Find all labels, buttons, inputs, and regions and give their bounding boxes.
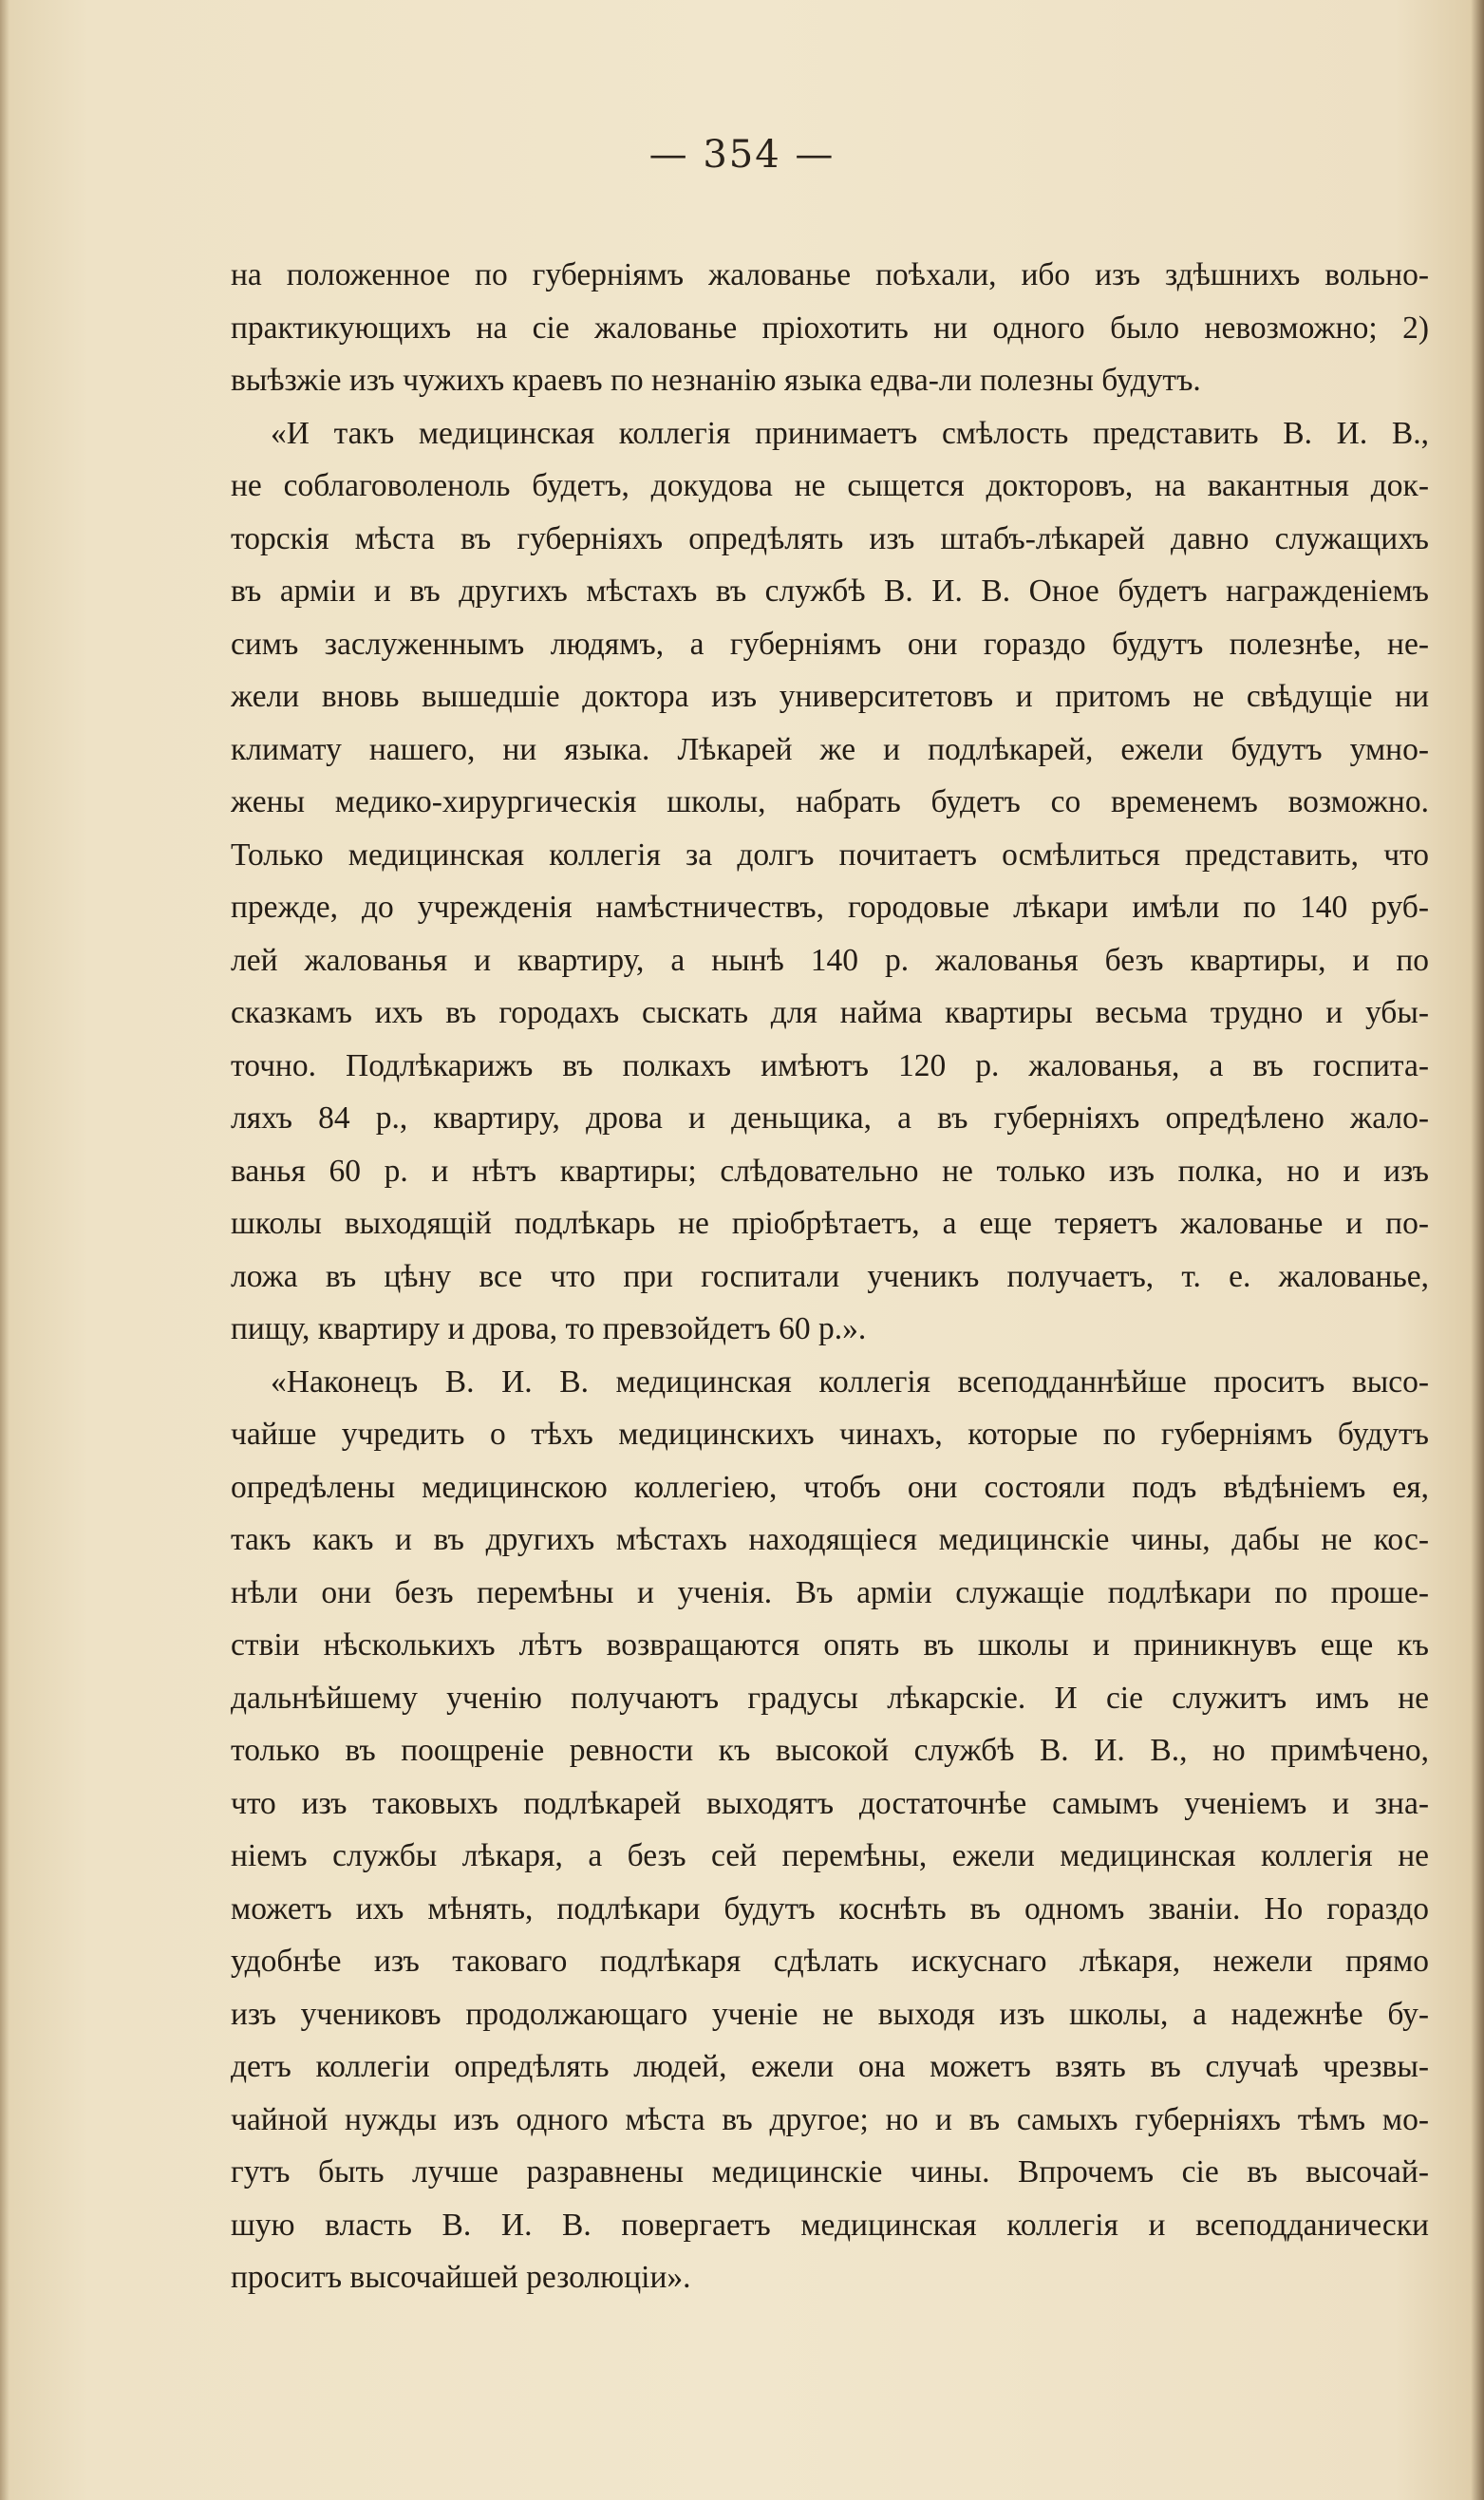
text-line: изъ учениковъ продолжающаго ученіе не выходя изъ школы, а надежнѣе бу- [231,1996,1429,2032]
text-line: дальнѣйшему ученію получаютъ градусы лѣкарскіе. И сіе служитъ имъ не [231,1680,1429,1716]
text-line: жели вновь вышедшіе доктора изъ университетовъ и притомъ не свѣдущіе ни [231,679,1429,714]
text-line: торскія мѣста въ губерніяхъ опредѣлять изъ штабъ-лѣкарей давно служащихъ [231,520,1429,556]
text-line: детъ коллегіи опредѣлять людей, ежели она можетъ взять въ случаѣ чрезвы- [231,2049,1429,2084]
text-line: жены медико-хирургическія школы, набрать будетъ со временемъ возможно. [231,784,1429,819]
body-text [231,249,1429,2304]
text-line: выѣзжіе изъ чужихъ краевъ по незнанію языка едва-ли полезны будутъ. [231,363,1201,398]
text-line: можетъ ихъ мѣнять, подлѣкари будутъ коснѣть въ одномъ званіи. Но гораздо [231,1890,1429,1927]
text-line: «Наконецъ В. И. В. медицинская коллегія всеподданнѣйше проситъ высо- [271,1363,1429,1400]
text-line: климату нашего, ни языка. Лѣкарей же и подлѣкарей, ежели будутъ умно- [231,731,1429,767]
text-line: сказкамъ ихъ въ городахъ сыскать для найма квартиры весьма трудно и убы- [231,995,1429,1030]
page-number: — 354 — [648,133,836,177]
text-line: ніемъ службы лѣкаря, а безъ сей перемѣны, ежели медицинская коллегія не [231,1838,1429,1873]
text-line: ложа въ цѣну все что при госпитали ученикъ получаетъ, т. е. жалованье, [231,1258,1429,1294]
text-line: опредѣлены медицинскою коллегіею, чтобъ они состояли подъ вѣдѣніемъ ея, [231,1469,1429,1505]
text-line: практикующихъ на сіе жалованье пріохотить ни одного было невозможно; 2) [231,310,1429,346]
text-line: проситъ высочайшей резолюціи». [231,2260,691,2295]
text-line: ванья 60 р. и нѣтъ квартиры; слѣдовательно не только изъ полка, но и изъ [231,1153,1429,1189]
text-line: лей жалованья и квартиру, а нынѣ 140 р. жалованья безъ квартиры, и по [231,942,1429,978]
text-line: удобнѣе изъ таковаго подлѣкаря сдѣлать искуснаго лѣкаря, нежели прямо [231,1944,1429,1979]
text-line: ляхъ 84 р., квартиру, дрова и деньщика, а въ губерніяхъ опредѣлено жало- [231,1100,1429,1136]
text-line: ствіи нѣсколькихъ лѣтъ возвращаются опять въ школы и приникнувъ еще къ [231,1627,1429,1663]
text-line: симъ заслуженнымъ людямъ, а губерніямъ они гораздо будутъ полезнѣе, не- [231,626,1429,662]
text-line: что изъ таковыхъ подлѣкарей выходятъ достаточнѣе самымъ ученіемъ и зна- [231,1785,1429,1821]
text-line: чайной нужды изъ одного мѣста въ другое; но и въ самыхъ губерніяхъ тѣмъ мо- [231,2101,1429,2137]
text-line: чайше учредить о тѣхъ медицинскихъ чинахъ, которые по губерніямъ будутъ [231,1417,1429,1452]
text-line: «И такъ медицинская коллегія принимаетъ смѣлость представить В. И. В., [271,415,1429,451]
text-line: нѣли они безъ перемѣны и ученія. Въ арміи служащіе подлѣкари по проше- [231,1574,1429,1610]
text-line: шую власть В. И. В. повергаетъ медицинская коллегія и всеподданически [231,2207,1429,2243]
text-line: въ арміи и въ другихъ мѣстахъ въ службѣ В. И. В. Оное будетъ награжденіемъ [231,573,1429,609]
text-line: гутъ быть лучше разравнены медицинскіе чины. Впрочемъ сіе въ высочай- [231,2154,1429,2190]
text-line: Только медицинская коллегія за долгъ почитаетъ осмѣлиться представить, что [231,836,1429,873]
text-line: только въ поощреніе ревности къ высокой службѣ В. И. В., но примѣчено, [231,1733,1429,1768]
text-line: такъ какъ и въ другихъ мѣстахъ находящіеся медицинскіе чины, дабы не кос- [231,1522,1429,1557]
text-line: школы выходящій подлѣкарь не пріобрѣтаетъ, а еще теряетъ жалованье и по- [231,1206,1429,1241]
text-line: пищу, квартиру и дрова, то превзойдетъ 60 р.». [231,1311,867,1346]
text-line: прежде, до учрежденія намѣстничествъ, городовые лѣкари имѣли по 140 руб- [231,890,1429,925]
text-line: на положенное по губерніямъ жалованье поѣхали, ибо изъ здѣшнихъ вольно- [231,257,1429,292]
text-line: не соблаговоленоль будетъ, докудова не сыщется докторовъ, на вакантныя док- [231,468,1429,503]
text-line: точно. Подлѣкарижъ въ полкахъ имѣютъ 120 р. жалованья, а въ госпита- [231,1047,1429,1083]
